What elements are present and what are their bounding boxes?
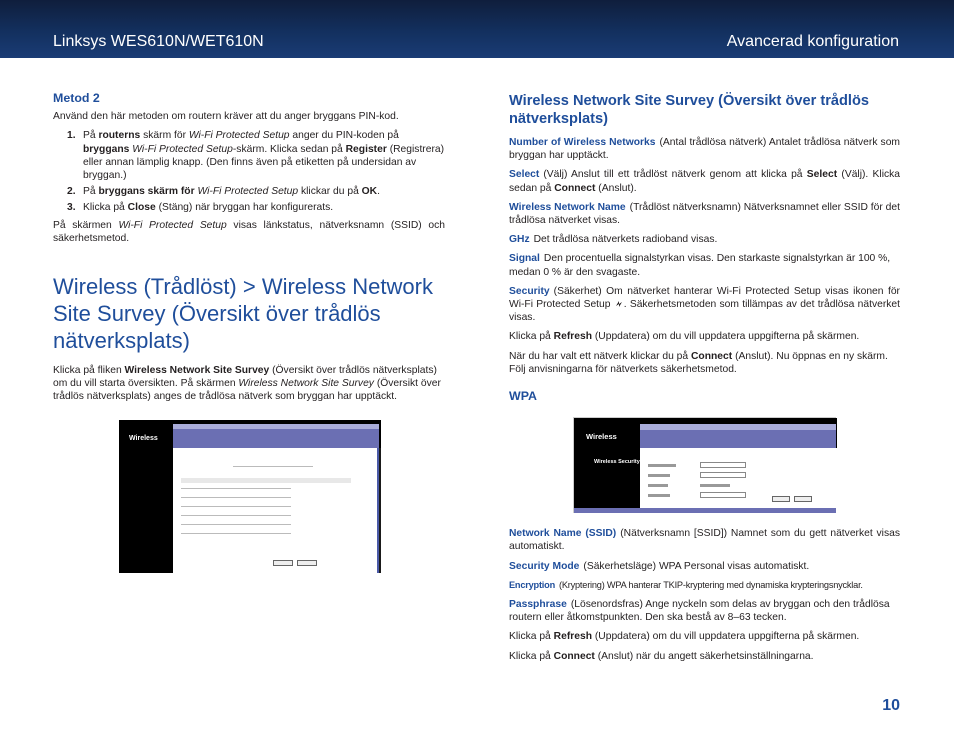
section-heading: Wireless (Trådlöst) > Wireless Network Site Survey (Översikt över trådlös nätverksplats) [53, 274, 433, 354]
after-steps-text: På skärmen Wi-Fi Protected Setup visas länkstatus, nätverksnamn (SSID) och säkerhetsmetod. [53, 219, 445, 244]
site-survey-screenshot [119, 420, 381, 573]
def-number-of-networks: Number of Wireless Networks (Antal trådlösa nätverk) Antalet trådlösa nätverk som bryggan har upptäckt. [509, 137, 900, 162]
section-title: Avancerad konfiguration [726, 33, 899, 50]
list-item: 3. Klicka på Close (Stäng) när bryggan har konfigurerats. [67, 202, 334, 214]
def-security-mode: Security Mode (Säkerhetsläge) WPA Personal visas automatiskt. [509, 560, 810, 572]
connect-text: När du har valt ett nätverk klickar du på Connect (Anslut). Nu öppnas en ny skärm. Följ anvisningarna för nätverkets säkerhetsmetod. [509, 350, 888, 375]
screenshot-brand: Wireless [586, 432, 617, 442]
wpa-heading: WPA [509, 389, 537, 404]
list-item: 2. På bryggans skärm för Wi-Fi Protected Setup klickar du på OK. [67, 186, 380, 198]
screenshot-content [173, 448, 379, 573]
def-select: Select (Välj) Anslut till ett trådlöst nätverk genom att klicka på Select (Välj). Klicka sedan på Connect (Anslut). [509, 169, 901, 194]
site-survey-heading: Wireless Network Site Survey (Översikt över trådlös nätverksplats) [509, 93, 869, 127]
wpa-screenshot [573, 417, 836, 513]
def-wireless-network-name: Wireless Network Name (Trådlöst nätverksnamn) Nätverksnamnet eller SSID för det trådlösa nätverket visas. [509, 201, 900, 227]
refresh2-text: Klicka på Refresh (Uppdatera) om du vill uppdatera uppgifterna på skärmen. [509, 631, 860, 643]
list-item: 1. På routerns skärm för Wi-Fi Protected Setup anger du PIN-koden på bryggans Wi-Fi Protected Setup-skärm. Klicka sedan på Register (Registrera) eller annan lämplig knapp. (Den finns även på etiketten på undersidan av bryggan.) [67, 130, 445, 182]
page-number: 10 [882, 697, 900, 714]
refresh-text: Klicka på Refresh (Uppdatera) om du vill uppdatera uppgifterna på skärmen. [509, 331, 860, 343]
right-column [509, 92, 900, 669]
def-signal: Signal Den procentuella signalstyrkan visas. Den starkaste signalstyrkan är 100 %, medan 0 % är den svagaste. [509, 253, 891, 278]
wps-icon [614, 299, 624, 309]
def-ghz: GHz Det trådlösa nätverkets radioband visas. [509, 234, 718, 246]
def-passphrase: Passphrase (Lösenordsfras) Ange nyckeln som delas av bryggan och den trådlösa routern eller åtkomstpunkten. Den ska bestå av 8–63 tecken. [509, 599, 890, 624]
metod2-intro: Använd den här metoden om routern kräver att du anger bryggans PIN-kod. [53, 111, 399, 123]
screenshot-side-label: Wireless Security [594, 459, 640, 466]
left-column [53, 92, 445, 573]
product-title: Linksys WES610N/WET610N [53, 33, 264, 50]
page-header [0, 0, 954, 58]
connect2-text: Klicka på Connect (Anslut) när du angett säkerhetsinställningarna. [509, 650, 814, 662]
section-intro: Klicka på fliken Wireless Network Site Survey (Översikt över trådlös nätverksplats) om du vill starta översikten. På skärmen Wireless Network Site Survey (Översikt över trådlös nätverksplats) anges de trådlösa nätverk som bryggan har upptäckt. [53, 365, 441, 403]
metod2-heading: Metod 2 [53, 91, 100, 105]
steps-list [53, 129, 445, 214]
def-encryption: Encryption (Kryptering) WPA hanterar TKIP-kryptering med dynamiska krypteringsnycklar. [509, 579, 863, 590]
def-security: Security (Säkerhet) Om nätverket hanterar Wi-Fi Protected Setup visas ikonen för Wi-Fi Protected Setup . Säkerhetsmetoden som tillämpas av det trådlösa nätverket visas. [509, 285, 900, 324]
def-network-name-ssid: Network Name (SSID) (Nätverksnamn [SSID]) Namnet som du gett nätverket visas automatiskt. [509, 528, 900, 553]
screenshot-brand: Wireless [129, 434, 158, 442]
